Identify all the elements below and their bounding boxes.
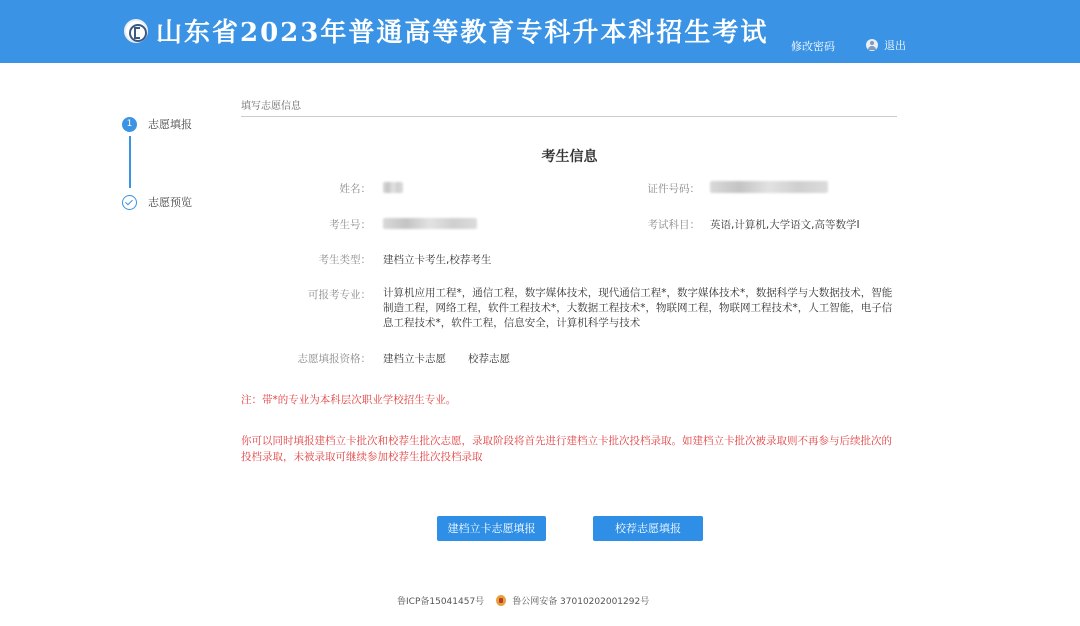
name-label: 姓名： <box>339 183 371 195</box>
step-preview[interactable] <box>122 194 192 210</box>
archive-application-button[interactable]: 建档立卡志愿填报 <box>437 516 546 541</box>
qualification-school: 校荐志愿 <box>468 353 510 365</box>
eligible-majors-label: 可报考专业： <box>308 289 371 301</box>
info-heading: 考生信息 <box>541 149 598 165</box>
candidate-type-label: 考生类型： <box>318 254 371 266</box>
step-fill-application[interactable] <box>122 116 192 132</box>
check-circle-icon <box>122 195 137 210</box>
icp-link[interactable]: 鲁ICP备15041457号 <box>397 597 485 607</box>
logout-label: 退出 <box>884 39 906 52</box>
id-number-value-redacted <box>710 181 828 193</box>
qualification-archive: 建档立卡志愿 <box>383 353 446 365</box>
logout-button[interactable] <box>866 37 906 53</box>
exam-number-value-redacted <box>383 218 477 229</box>
exam-logo-icon <box>124 19 148 43</box>
step-number-badge: 1 <box>122 117 137 132</box>
user-icon <box>866 39 878 51</box>
step-label: 志愿预览 <box>148 196 192 209</box>
eligible-majors-value: 计算机应用工程*，通信工程，数字媒体技术，现代通信工程*，数字媒体技术*，数据科学与大数据技术，智能制造工程，网络工程，软件工程技术*，大数据工程技术*，物联网工程，物联网工程技术*，人工智能，电子信息工程技术*，软件工程，信息安全，计算机科学与技术 <box>383 287 893 329</box>
id-number-label: 证件号码： <box>647 183 700 195</box>
name-value-redacted <box>383 182 403 193</box>
police-record-link[interactable]: 鲁公网安备 37010202001292号 <box>512 597 650 607</box>
major-note: 注：带*的专业为本科层次职业学校招生专业。 <box>241 394 457 406</box>
top-header <box>0 0 1080 63</box>
batch-notice: 你可以同时填报建档立卡批次和校荐生批次志愿，录取阶段将首先进行建档立卡批次投档录取。如建档立卡批次被录取则不再参与后续批次的投档录取，未被录取可继续参加校荐生批次投档录取 <box>241 435 892 463</box>
site-title: 山东省2023年普通高等教育专科升本科招生考试 <box>156 18 769 48</box>
step-label: 志愿填报 <box>148 118 192 131</box>
subjects-value: 英语,计算机,大学语文,高等数学I <box>710 219 860 231</box>
police-badge-icon <box>496 595 506 606</box>
change-password-link[interactable]: 修改密码 <box>791 40 835 53</box>
subjects-label: 考试科目： <box>647 219 700 231</box>
footer <box>397 594 649 607</box>
section-divider <box>241 116 897 117</box>
exam-number-label: 考生号： <box>329 219 371 231</box>
section-title: 填写志愿信息 <box>241 101 301 112</box>
candidate-type-value: 建档立卡考生,校荐考生 <box>383 254 492 266</box>
qualification-label: 志愿填报资格： <box>297 353 371 365</box>
school-application-button[interactable]: 校荐志愿填报 <box>593 516 703 541</box>
